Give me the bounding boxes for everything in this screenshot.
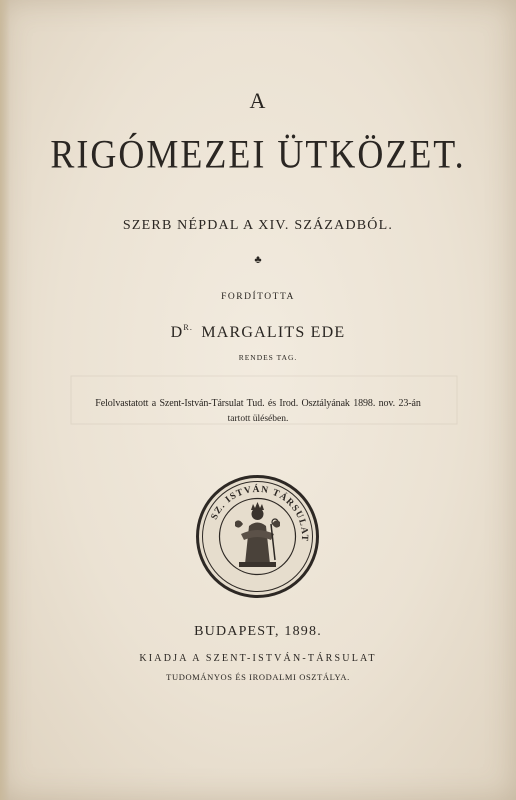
author-line: [0, 323, 516, 342]
author-name: MARGALITS EDE: [201, 324, 346, 341]
translated-by-label: FORDÍTOTTA: [221, 292, 295, 302]
place-year: BUDAPEST, 1898.: [194, 624, 322, 639]
subtitle: SZERB NÉPDAL A XIV. SZÁZADBÓL.: [122, 218, 394, 233]
svg-text:SZ. ISTVÁN TÁRSULAT: SZ. ISTVÁN TÁRSULAT: [209, 484, 310, 543]
ornament-icon: ♣: [254, 254, 262, 266]
author-rank: RENDES TAG.: [238, 353, 298, 362]
society-seal-icon: [195, 474, 320, 599]
title-article: A: [249, 88, 267, 113]
reading-note-line1: Felolvastatott a Szent-István-Társulat Tud. és Irod. Osztályának 1898. nov. 23-án: [95, 398, 421, 409]
main-title: RIGÓMEZEI ÜTKÖZET.: [50, 131, 466, 177]
publisher-line2: TUDOMÁNYOS ÉS IRODALMI OSZTÁLYA.: [166, 672, 350, 682]
author-prefix: D: [170, 324, 184, 341]
reading-note-line2: tartott ülésében.: [227, 414, 289, 424]
author-prefix-sup: R.: [183, 323, 194, 332]
publisher-line1: KIADJA A SZENT-ISTVÁN-TÁRSULAT: [139, 653, 377, 664]
